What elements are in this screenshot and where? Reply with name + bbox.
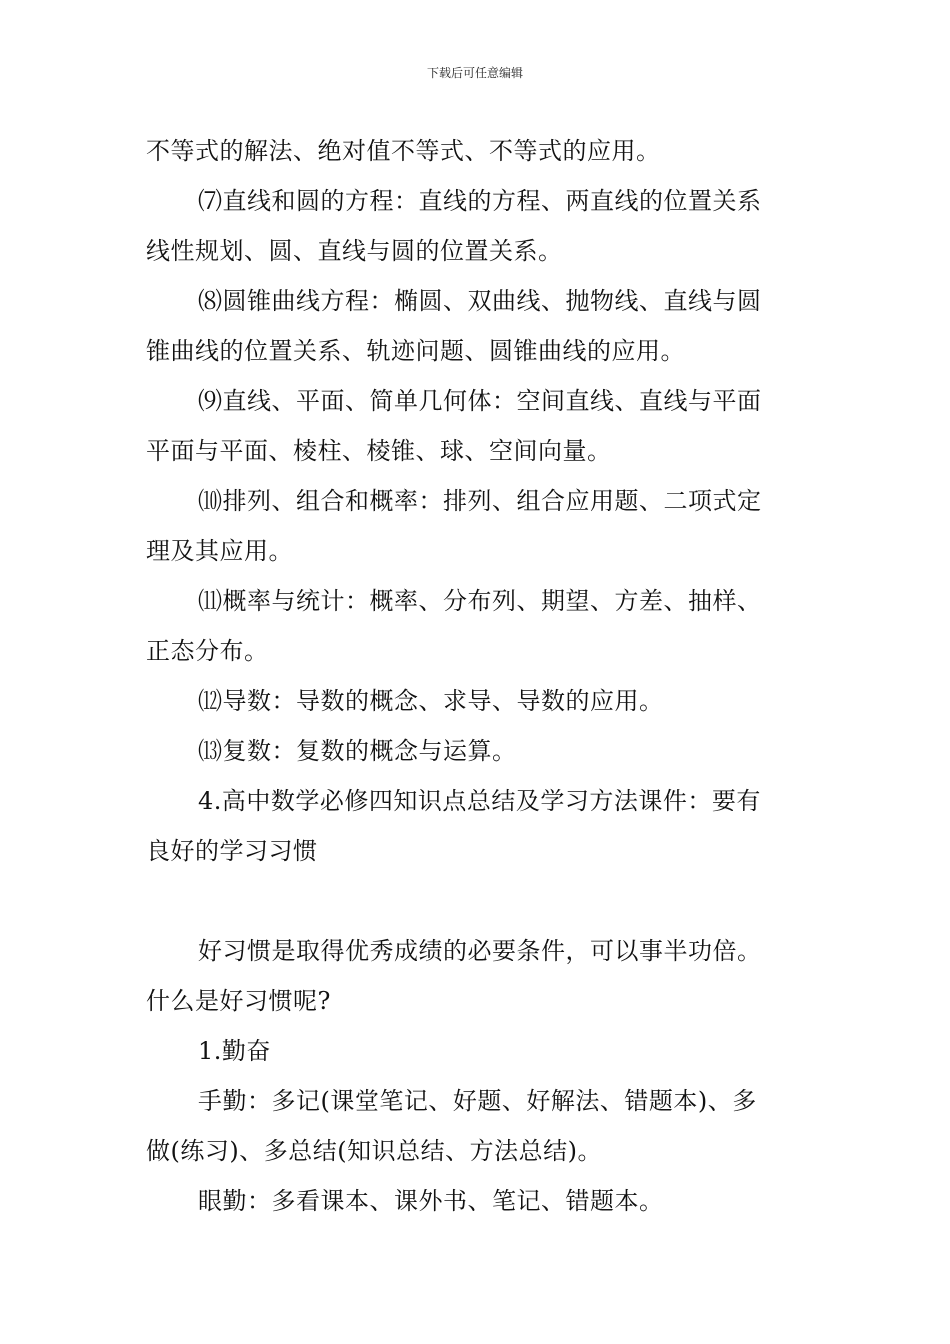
paragraph-line: 手勤：多记(课堂笔记、好题、好解法、错题本)、多: [198, 1087, 757, 1115]
list-item-line: ⑼直线、平面、简单几何体：空间直线、直线与平面: [198, 387, 762, 415]
text-line: 正态分布。: [146, 637, 269, 665]
text-line: 理及其应用。: [146, 537, 293, 565]
paragraph-line: 什么是好习惯呢?: [146, 987, 331, 1015]
text-line: 线性规划、圆、直线与圆的位置关系。: [146, 237, 563, 265]
paragraph-line: 做(练习)、多总结(知识总结、方法总结)。: [146, 1137, 602, 1165]
page-header: 下载后可任意编辑: [426, 66, 523, 80]
text-line: 平面与平面、棱柱、棱锥、球、空间向量。: [146, 437, 612, 465]
subheading-line: 1.勤奋: [198, 1037, 271, 1065]
text-line: 不等式的解法、绝对值不等式、不等式的应用。: [146, 137, 661, 165]
list-item-line: ⑺直线和圆的方程：直线的方程、两直线的位置关系: [198, 187, 762, 215]
blank-line: [146, 876, 810, 926]
section-heading-line: 良好的学习习惯: [146, 837, 318, 865]
list-item-line: ⑽排列、组合和概率：排列、组合应用题、二项式定: [198, 487, 762, 515]
text-line: 锥曲线的位置关系、轨迹问题、圆锥曲线的应用。: [146, 337, 685, 365]
list-item-line: ⑿导数：导数的概念、求导、导数的应用。: [198, 687, 664, 715]
paragraph-line: 好习惯是取得优秀成绩的必要条件，可以事半功倍。: [198, 937, 762, 965]
list-item-line: ⑻圆锥曲线方程：椭圆、双曲线、抛物线、直线与圆: [198, 287, 762, 315]
list-item-line: ⒀复数：复数的概念与运算。: [198, 737, 517, 765]
document-body: [146, 126, 810, 1226]
list-item-line: ⑾概率与统计：概率、分布列、期望、方差、抽样、: [198, 587, 762, 615]
section-heading-line: 4.高中数学必修四知识点总结及学习方法课件：要有: [198, 787, 761, 815]
paragraph-line: 眼勤：多看课本、课外书、笔记、错题本。: [198, 1187, 664, 1215]
